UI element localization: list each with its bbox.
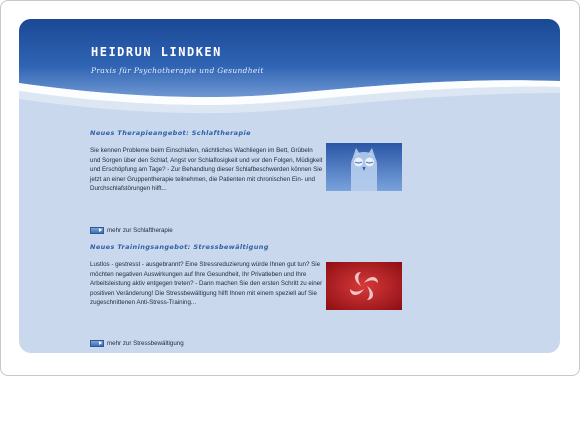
article-stressbewaeltigung	[90, 243, 404, 347]
article-title: Neues Trainingsangebot: Stressbewältigung	[90, 243, 269, 251]
arrow-right-icon	[90, 227, 104, 234]
site-subtitle: Praxis für Psychotherapie und Gesundheit	[91, 66, 264, 75]
arrow-right-icon	[90, 340, 104, 347]
spiral-image	[326, 262, 402, 310]
more-stressbewaeltigung-link[interactable]	[90, 340, 184, 347]
site-title: HEIDRUN LINDKEN	[91, 45, 222, 59]
article-body: Lustlos - gestresst - ausgebrannt? Eine Stressreduzierung würde Ihnen gut tun? Sie möchten negativen Auswirkungen auf Ihre Gesundheit, Ihr Privatleben und Ihre Arbeitsleistung aktiv entgegen treten? - Dann machen Sie den ersten Schritt zu einer positiven Veränderung! Die Stressbewältigung hilft Ihnen mit einem speziell auf Sie zugeschnittenen Anti-Stress-Training...	[90, 261, 323, 307]
site-card	[19, 19, 560, 353]
owl-image	[326, 143, 402, 191]
more-link-label: mehr zur Stressbewältigung	[107, 340, 184, 347]
more-link-label: mehr zur Schlaftherapie	[107, 227, 173, 234]
article-body: Sie kennen Probleme beim Einschlafen, nächtliches Wachliegen im Bett, Grübeln und Sorgen über den Schlaf, Angst vor Schlaflosigkeit und vor den Folgen, Müdigkeit und Erschöpfung am Tage? - Zur Behandlung dieser Schlafbeschwerden können Sie jetzt an einer Gruppentherapie teilnehmen, die Patienten mit chronischen Ein- und Durchschlafstörungen hilft...	[90, 147, 323, 193]
article-schlaftherapie	[90, 129, 404, 234]
site-header	[19, 19, 560, 119]
more-schlaftherapie-link[interactable]	[90, 227, 173, 234]
article-title: Neues Therapieangebot: Schlaftherapie	[90, 129, 251, 137]
